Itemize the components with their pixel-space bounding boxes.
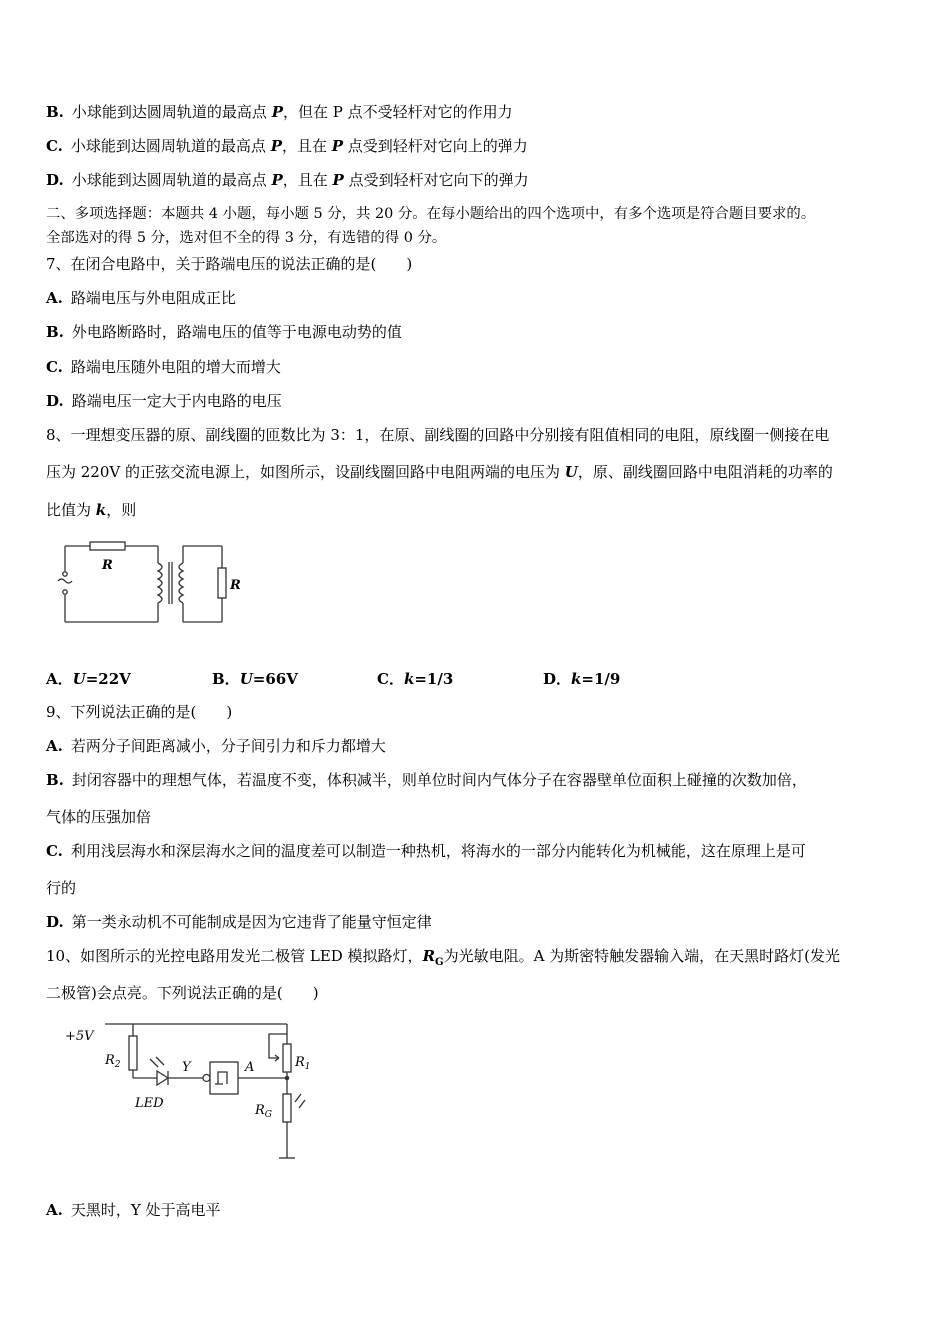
transformer-circuit-diagram — [50, 538, 250, 628]
q10-stem-line2: 二极管)会点亮。下列说法正确的是( ) — [46, 984, 319, 1002]
q8-option-d: D．k=1/9 — [543, 670, 621, 688]
q10-option-a: A. 天黑时，Y 处于高电平 — [46, 1201, 221, 1219]
section2-instructions-line2: 全部选对的得 5 分，选对但不全的得 3 分，有选错的得 0 分。 — [46, 230, 447, 246]
q8-stem-line1: 8、一理想变压器的原、副线圈的匝数比为 3：1，在原、副线圈的回路中分别接有阻值相同的电阻，原线圈一侧接在电 — [46, 426, 830, 444]
q8-option-c: C．k=1/3 — [377, 670, 454, 688]
secondary-resistor-label: R — [230, 578, 241, 593]
q9-option-b: B. 封闭容器中的理想气体，若温度不变，体积减半，则单位时间内气体分子在容器壁单位面积上碰撞的次数加倍， — [46, 771, 807, 789]
q8-stem-line3: 比值为 k，则 — [46, 501, 137, 519]
q8-option-a: A．U=22V — [46, 670, 131, 688]
q7-stem: 7、在闭合电路中，关于路端电压的说法正确的是( ) — [46, 255, 413, 273]
rg-label: $R_G$ — [255, 1103, 272, 1120]
q8-option-b: B．U=66V — [212, 670, 298, 688]
q6-option-c: C. 小球能到达圆周轨道的最高点 P，且在 P 点受到轻杆对它向上的弹力 — [46, 137, 528, 155]
led-label: LED — [135, 1096, 164, 1111]
q7-option-c: C. 路端电压随外电阻的增大而增大 — [46, 358, 281, 376]
primary-resistor-label: R — [102, 558, 113, 573]
r2-label: $R_2$ — [105, 1053, 121, 1070]
q6-option-d: D. 小球能到达圆周轨道的最高点 P，且在 P 点受到轻杆对它向下的弹力 — [46, 171, 529, 189]
supply-voltage-label: +5V — [65, 1029, 94, 1044]
section2-instructions-line1: 二、多项选择题：本题共 4 小题，每小题 5 分，共 20 分。在每小题给出的四个选项中，有多个选项是符合题目要求的。 — [46, 206, 816, 222]
q7-option-b: B. 外电路断路时，路端电压的值等于电源电动势的值 — [46, 323, 402, 341]
q9-option-b-cont: 气体的压强加倍 — [46, 808, 152, 826]
q9-option-d: D. 第一类永动机不可能制成是因为它违背了能量守恒定律 — [46, 913, 432, 931]
light-control-circuit-diagram — [55, 1014, 315, 1166]
q10-stem-line1: 10、如图所示的光控电路用发光二极管 LED 模拟路灯，$R_G$为光敏电阻。A 为斯密特触发器输入端，在天黑时路灯(发光 — [46, 947, 841, 968]
q7-option-a: A. 路端电压与外电阻成正比 — [46, 289, 236, 307]
q9-stem: 9、下列说法正确的是( ) — [46, 703, 233, 721]
q8-options — [46, 668, 906, 688]
q6-option-b: B. 小球能到达圆周轨道的最高点 P，但在 P 点不受轻杆对它的作用力 — [46, 103, 513, 121]
q9-option-a: A. 若两分子间距离减小，分子间引力和斥力都增大 — [46, 737, 386, 755]
r1-label: $R_1$ — [295, 1055, 311, 1072]
q8-stem-line2: 压为 220V 的正弦交流电源上，如图所示，设副线圈回路中电阻两端的电压为 U，原、副线圈回路中电阻消耗的功率的 — [46, 463, 833, 481]
y-node-label: Y — [182, 1060, 191, 1075]
q9-option-c-cont: 行的 — [46, 879, 77, 897]
q7-option-d: D. 路端电压一定大于内电路的电压 — [46, 392, 282, 410]
q9-option-c: C. 利用浅层海水和深层海水之间的温度差可以制造一种热机，将海水的一部分内能转化为机械能，这在原理上是可 — [46, 842, 806, 860]
a-node-label: A — [245, 1060, 255, 1075]
